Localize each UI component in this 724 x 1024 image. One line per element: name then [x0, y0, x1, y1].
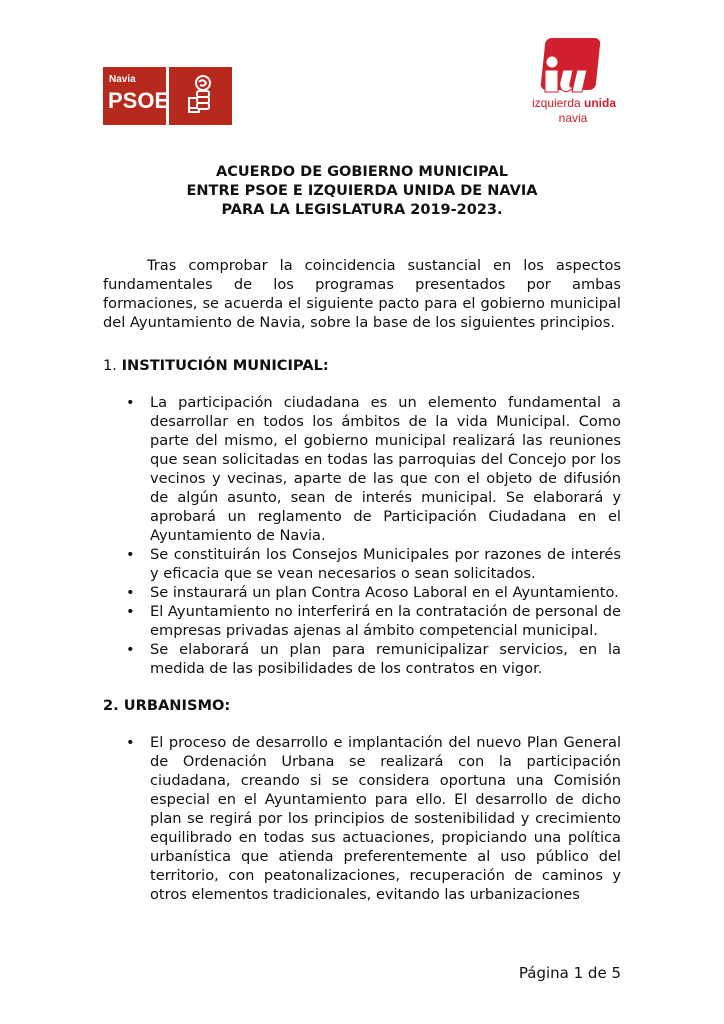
page-number: Página 1 de 5	[480, 964, 621, 983]
list-item	[103, 583, 621, 602]
iu-name-regular: izquierda	[531, 96, 585, 110]
bullet-icon: •	[126, 641, 135, 658]
list-item	[103, 545, 621, 583]
list-item-text: La participación ciudadana es un elemento fundamental a desarrollar en todos los ámbitos de la vida Municipal. Como parte del mismo, el gobierno municipal realizará las reuniones que sean solicitadas en todas las parroquias del Concejo por los vecinos y vecinas, aparte de las que con el objeto de difusión de algún asunto, sean de interés municipal. Se elaborará y aprobará un reglamento de Participación Ciudadana en el Ayuntamiento de Navia.	[150, 394, 621, 544]
list-item-text: Se elaborará un plan para remunicipalizar servicios, en la medida de las posibilidades de los contratos en vigor.	[150, 641, 621, 677]
bullet-icon: •	[126, 546, 135, 563]
bullet-icon: •	[126, 734, 135, 751]
list-item-text: El Ayuntamiento no interferirá en la contratación de personal de empresas privadas ajenas al ámbito competencial municipal.	[150, 603, 621, 639]
intro-paragraph	[103, 256, 621, 332]
psoe-logo	[103, 67, 233, 125]
section-number: 1.	[103, 357, 117, 374]
list-item	[103, 640, 621, 678]
psoe-logo-text-block	[103, 67, 170, 125]
section-title: URBANISMO:	[123, 697, 231, 714]
intro-line-3: formaciones, se acuerda el siguiente pacto para el gobierno municipal del Ayuntamiento de Navia, sobre la base de los siguientes principios.	[103, 295, 621, 331]
section-number: 2.	[103, 697, 119, 714]
iu-logo	[531, 38, 617, 128]
document-body	[103, 256, 621, 922]
psoe-fist-rose-icon	[183, 74, 219, 118]
psoe-town-label: Navia	[109, 74, 136, 85]
section-title: INSTITUCIÓN MUNICIPAL:	[121, 357, 329, 374]
iu-name-bold: unida	[584, 96, 617, 110]
list-item-text: Se constituirán los Consejos Municipales por razones de interés y eficacia que se vean necesarios o sean solicitados.	[150, 546, 621, 582]
title-line-2: ENTRE PSOE E IZQUIERDA UNIDA DE NAVIA	[186, 183, 538, 199]
section-heading-institucion	[103, 356, 621, 375]
iu-town-label: navia	[558, 111, 588, 125]
iu-name-label	[527, 96, 621, 110]
intro-line-1: Tras comprobar la coincidencia sustancial en los aspectos	[147, 257, 621, 274]
psoe-party-label: PSOE	[108, 88, 170, 113]
section-2-list	[103, 733, 621, 904]
title-line-3: PARA LA LEGISLATURA 2019-2023.	[221, 202, 503, 218]
list-item	[103, 393, 621, 545]
bullet-icon: •	[126, 584, 135, 601]
section-heading-urbanismo	[103, 696, 621, 715]
title-line-1: ACUERDO DE GOBIERNO MUNICIPAL	[216, 164, 508, 180]
bullet-icon: •	[126, 603, 135, 620]
iu-logo-icon	[539, 52, 599, 96]
list-item	[103, 602, 621, 640]
intro-line-2: fundamentales de los programas presentados por ambas	[103, 276, 621, 293]
document-title	[100, 163, 624, 220]
section-1-list	[103, 393, 621, 678]
list-item-text: El proceso de desarrollo e implantación del nuevo Plan General de Ordenación Urbana se realizará con la participación ciudadana, creando si se considera oportuna una Comisión especial en el Ayuntamiento para ello. El desarrollo de dicho plan se regirá por los principios de sostenibilidad y crecimiento equilibrado en todas sus actuaciones, propiciando una política urbanística que atienda preferentemente al uso público del territorio, con peatonalizaciones, recuperación de caminos y otros elementos tradicionales, evitando las urbanizaciones	[150, 734, 621, 903]
list-item	[103, 733, 621, 904]
psoe-emblem-block	[169, 67, 232, 125]
list-item-text: Se instaurará un plan Contra Acoso Laboral en el Ayuntamiento.	[150, 584, 619, 601]
bullet-icon: •	[126, 394, 135, 411]
